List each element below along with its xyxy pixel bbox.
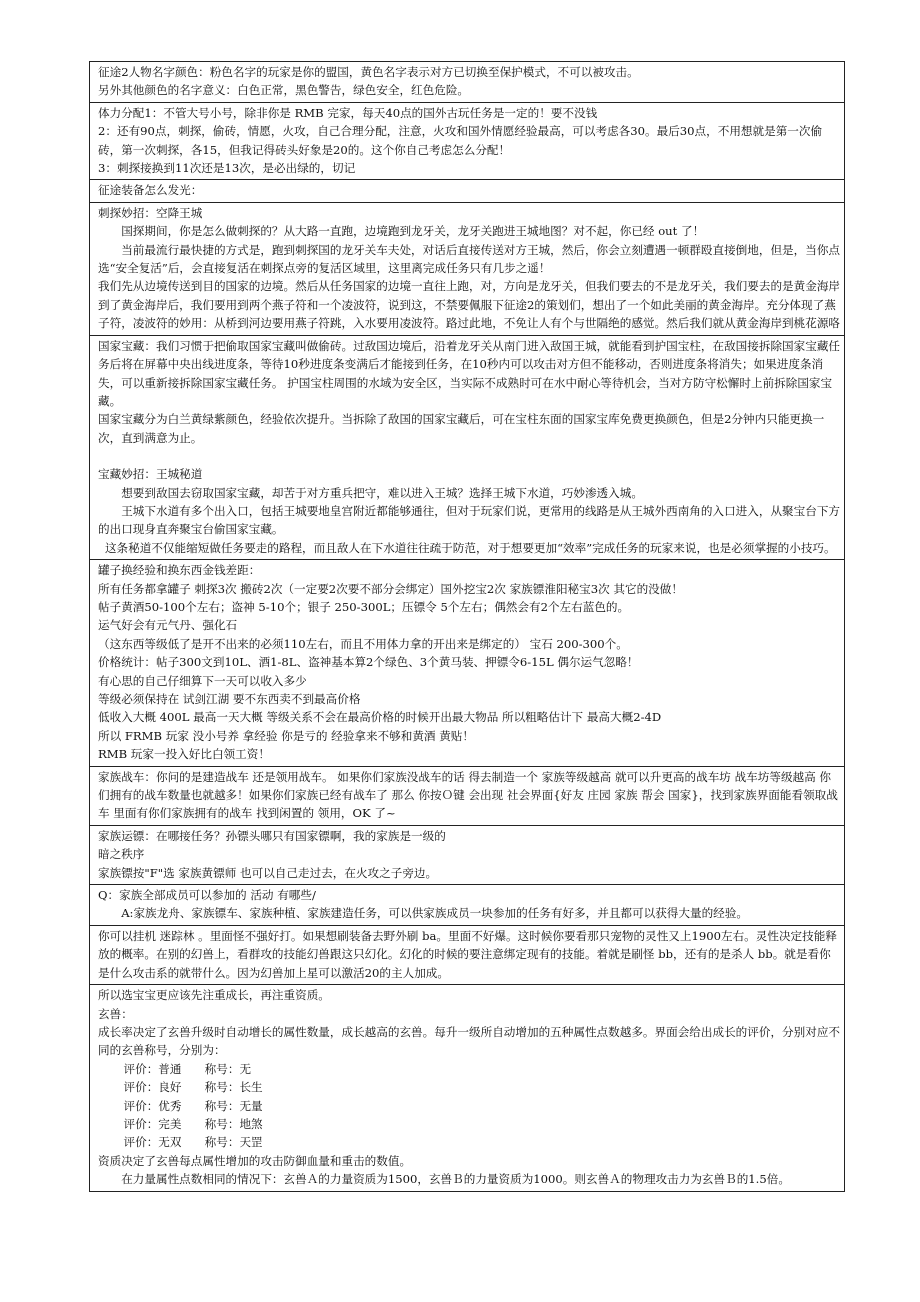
text-line: 你可以挂机 迷踪林 。里面怪不强好打。如果想刷装备去野外刷 ba。里面不好爆。这时候你要看那只宠物的灵性又上1900左右。灵性决定技能释放的概率。在别的幻兽上，看群攻的技能幻兽跟这只幻化。幻化的时候的要注意绑定现有的技能。着就是刷怪 bb，还有的是杀人 bb。就是看你是什么攻击系的就带什么。因为幻兽加上星可以激活20的主人加成。 xyxy=(98,928,837,980)
text-line: 罐子换经验和换东西金钱差距： xyxy=(98,563,261,578)
text-line: 我们先从边境传送到目的国家的边境。然后从任务国家的边境一直往上跑，对，方向是龙牙关，但我们要去的不是龙牙关，我们要去的是黄金海岸到了黄金海岸后，我们要用到两个燕子符和一个凌波符，说到这，不禁要佩服下征途2的策划们，想出了一个如此美丽的黄金海岸。充分体现了燕子符，凌波符的妙用：从桥到河边要用燕子符跳，入水要用凌波符。路过此地，不免让人有个与世隔绝的感觉。然后我们就从黄金海岸到桃花源咯 xyxy=(98,279,841,331)
text-line: 暗之秩序 xyxy=(98,847,145,862)
section-jar-exchange xyxy=(89,560,845,766)
text-line: Q：家族全部成员可以参加的 活动 有哪些/ xyxy=(98,888,316,903)
text-line: 运气好会有元气丹、强化石 xyxy=(98,618,238,633)
spacer xyxy=(98,447,840,465)
text-line: 在力量属性点数相同的情况下：玄兽Ａ的力量资质为1500，玄兽Ｂ的力量资质为1000。则玄兽Ａ的物理攻击力为玄兽Ｂ的1.5倍。 xyxy=(121,1172,790,1187)
text-line: 等级必须保持在 试剑江湖 要不东西卖不到最高价格 xyxy=(98,692,361,706)
text-line: 玄兽： xyxy=(98,1006,133,1021)
text-line: 想要到敌国去窃取国家宝藏，却苦于对方重兵把守，难以进入王城？选择王城下水道，巧妙渗透入城。 xyxy=(121,485,643,500)
section-family-activities xyxy=(89,885,845,926)
text-line: 国家宝藏：我们习惯于把偷取国家宝藏叫做偷砖。过敌国边境后，沿着龙牙关从南门进入敌国王城，就能看到护国宝柱，在敌国接拆除国家宝藏任务后将在屏幕中央出线进度条，等待10秒进度条变满后才能接到任务，在10秒内可以攻击对方但不能移动，否则进度条将消失；如果进度条消失，可以重新接拆除国家宝藏任务。 护国宝柱周围的水域为安全区，当实际不成熟时可在水中耐心等待机会，当对方防守松懈时上前拆除国家宝藏。 xyxy=(98,338,841,408)
text-line: 宝藏妙招：王城秘道 xyxy=(98,467,203,482)
text-line: 家族镖按"F"选 家族黄镖师 也可以自己走过去，在火攻之子旁边。 xyxy=(98,865,438,880)
text-line: 这条秘道不仅能缩短做任务要走的路程，而且敌人在下水道往往疏于防范，对于想要更加“效率”完成任务的玩家来说，也是必须掌握的小技巧。 xyxy=(104,540,836,555)
text-line: 资质决定了玄兽每点属性增加的攻击防御血量和重击的数值。 xyxy=(98,1153,412,1168)
text-line: 当前最流行最快捷的方式是，跑到刺探国的龙牙关车夫处，对话后直接传送对方王城，然后，你会立刻遭遇一顿群殴直接倒地，但是，当你点选“安全复活”后，会直接复活在刺探点旁的复活区域里，这里离完成任务只有几步之遥！ xyxy=(98,242,841,276)
section-equipment-glow xyxy=(89,180,845,202)
text-line: 体力分配1：不管大号小号，除非你是 RMB 完家，每天40点的国外古玩任务是一定的！要不没钱 xyxy=(98,105,598,120)
rating-line: 评价：良好 称号：长生 xyxy=(123,1080,263,1095)
text-line: （这东西等级低了是开不出来的必须110左右，而且不用体力拿的开出来是绑定的） 宝石 200-300个。 xyxy=(98,636,628,651)
section-name-colors xyxy=(89,61,845,103)
section-spy-tips xyxy=(89,203,845,336)
text-line: 家族战车：你问的是建造战车 还是领用战车。 如果你们家族没战车的话 得去制造一个 家族等级越高 就可以升更高的战车坊 战车坊等级越高 你们拥有的战车数量也就越多！如果你们家族已经有战车了 那么 你按Ｏ键 会出现 社会界面{好友 庄园 家族 帮会 国家}，找到家族界面能看领取战车 里面有你们家族拥有的战车 找到闲置的 领用，OK 了~ xyxy=(98,769,838,821)
text-line: 征途装备怎么发光： xyxy=(98,183,203,198)
text-line: 另外其他颜色的名字意义：白色正常，黑色警告，绿色安全，红色危险。 xyxy=(98,83,470,98)
text-line: RMB 玩家一投入好比白领工资！ xyxy=(98,747,270,762)
text-line: 国家宝藏分为白兰黄绿紫颜色，经验依次提升。当拆除了敌国的国家宝藏后，可在宝柱东面的国家宝库免费更换颜色，但是2分钟内只能更换一次，直到满意为止。 xyxy=(98,412,825,445)
rating-line: 评价：无双 称号：天罡 xyxy=(123,1135,263,1150)
rating-line: 评价：完美 称号：地煞 xyxy=(123,1116,263,1131)
section-mystic-beast xyxy=(89,985,845,1191)
text-line: 成长率决定了玄兽升级时自动增长的属性数量，成长越高的玄兽。每升一级所自动增加的五种属性点数越多。界面会给出成长的评价，分别对应不同的玄兽称号，分别为： xyxy=(98,1024,841,1058)
rating-line: 评价：优秀 称号：无量 xyxy=(123,1098,263,1113)
section-afk-pets xyxy=(89,926,845,985)
text-line: 所以 FRMB 玩家 没小号养 拿经验 你是亏的 经验拿来不够和黄酒 黄贴！ xyxy=(98,728,474,743)
text-line: 有心思的自己仔细算下一天可以收入多少 xyxy=(98,673,307,688)
text-line: 刺探妙招：空降王城 xyxy=(98,205,203,220)
text-line: 2：还有90点，刺探，偷砖，情愿，火攻，自己合理分配，注意，火攻和国外情愿经验最高，可以考虑各30。最后30点，不用想就是第一次偷砖，第一次刺探，各15，但我记得砖头好象是20的。这个你自己考虑怎么分配！ xyxy=(98,124,823,157)
text-line: 帖子黄酒50-100个左右；盗神 5-10个；银子 250-300L；压镖令 5个左右；偶然会有2个左右蓝色的。 xyxy=(98,599,630,614)
text-line: 王城下水道有多个出入口，包括王城要地皇宫附近都能够通往，但对于玩家们说，更常用的线路是从王城外西南角的入口进入，从聚宝台下方的出口现身直奔聚宝台偷国家宝藏。 xyxy=(98,503,841,537)
document-table xyxy=(89,61,845,1192)
text-line: A:家族龙舟、家族镖车、家族种植、家族建造任务，可以供家族成员一块参加的任务有好多，并且都可以获得大量的经验。 xyxy=(121,906,748,921)
text-line: 所有任务都拿罐子 刺探3次 搬砖2次（一定要2次要不部分会绑定）国外挖宝2次 家族镖淮阳秘宝3次 其它的没做！ xyxy=(98,581,683,596)
text-line: 价格统计：帖子300文到10L、酒1-8L、盗神基本算2个绿色、3个黄马装、押镖令6-15L 偶尔运气忽略！ xyxy=(98,655,639,670)
text-line: 征途2人物名字颜色：粉色名字的玩家是你的盟国，黄色名字表示对方已切换至保护模式，不可以被攻击。 xyxy=(98,65,639,79)
text-line: 家族运镖：在哪接任务？孙镖头哪只有国家镖啊，我的家族是一级的 xyxy=(98,828,446,843)
text-line: 国探期间，你是怎么做刺探的？从大路一直跑，边境跑到龙牙关，龙牙关跑进王城地图？对不起，你已经 out 了！ xyxy=(121,224,705,239)
section-family-escort xyxy=(89,826,845,885)
section-stamina xyxy=(89,103,845,181)
rating-line: 评价：普通 称号：无 xyxy=(123,1061,252,1076)
text-line: 低收入大概 400L 最高一天大概 等级关系不会在最高价格的时候开出最大物品 所以粗略估计下 最高大概2-4D xyxy=(98,710,662,725)
text-line: 3：刺探接换到11次还是13次，是必出绿的，切记 xyxy=(98,161,356,176)
section-national-treasure xyxy=(89,336,845,560)
section-family-chariot xyxy=(89,767,845,826)
text-line: 所以选宝宝更应该先注重成长，再注重资质。 xyxy=(98,988,330,1003)
